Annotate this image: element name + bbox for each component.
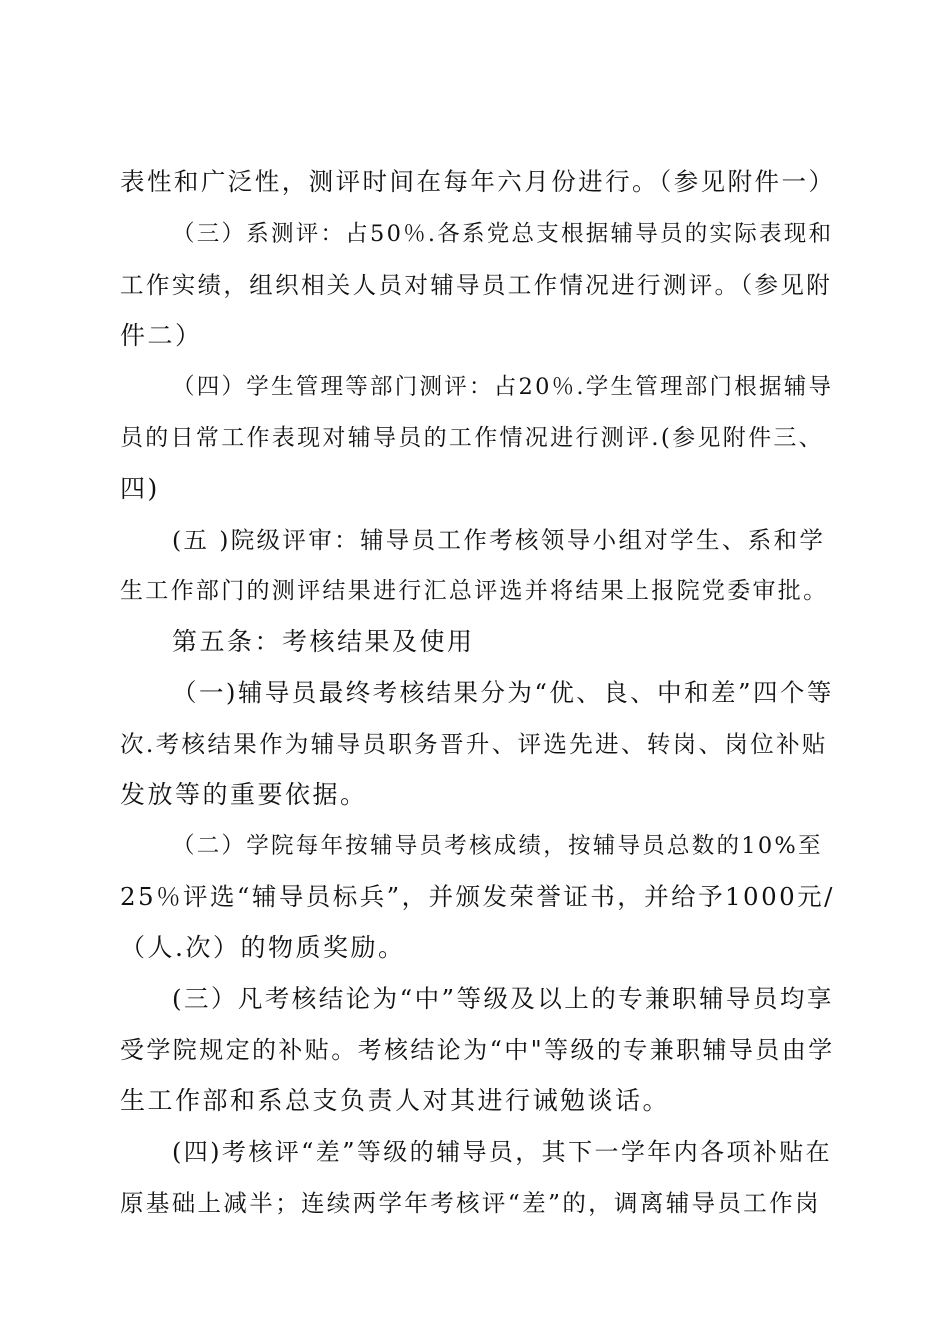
text-line: 受学院规定的补贴。考核结论为“中"等级的专兼职辅导员由学 xyxy=(120,1036,835,1064)
text-line: (三）凡考核结论为“中”等级及以上的专兼职辅导员均享 xyxy=(172,984,834,1013)
text-line: （一)辅导员最终考核结果分为“优、良、中和差”四个等 xyxy=(172,678,834,707)
text-line: 次.考核结果作为辅导员职务晋升、评选先进、转岗、岗位补贴 xyxy=(120,730,828,758)
text-line: （四）学生管理等部门测评：占20％.学生管理部门根据辅导 xyxy=(172,374,834,400)
text-line: 员的日常工作表现对辅导员的工作情况进行测评.(参见附件三、 xyxy=(120,425,824,451)
text-line: 表性和广泛性，测评时间在每年六月份进行。（参见附件一） xyxy=(120,167,836,196)
text-line: (四)考核评“差”等级的辅导员，其下一学年内各项补贴在 xyxy=(172,1138,833,1166)
text-line: 原基础上减半；连续两学年考核评“差”的，调离辅导员工作岗 xyxy=(120,1189,821,1217)
text-line: 发放等的重要依据。 xyxy=(120,780,368,809)
text-line: 件二） xyxy=(120,321,203,350)
text-line: （二）学院每年按辅导员考核成绩，按辅导员总数的10%至 xyxy=(172,833,823,859)
text-line: 四) xyxy=(120,474,160,503)
text-line: 生工作部门的测评结果进行汇总评选并将结果上报院党委审批。 xyxy=(120,578,829,604)
text-line: 25％评选“辅导员标兵”，并颁发荣誉证书，并给予1000元/ xyxy=(120,882,835,911)
section-heading: 第五条：考核结果及使用 xyxy=(172,627,475,656)
text-line: 工作实绩，组织相关人员对辅导员工作情况进行测评。（参见附 xyxy=(120,271,833,299)
text-line: 生工作部和系总支负责人对其进行诫勉谈话。 xyxy=(120,1086,671,1115)
text-line: (五 )院级评审：辅导员工作考核领导小组对学生、系和学 xyxy=(172,526,826,554)
text-line: （三）系测评：占50％.各系党总支根据辅导员的实际表现和 xyxy=(172,221,834,247)
text-line: （人.次）的物质奖励。 xyxy=(120,933,406,962)
